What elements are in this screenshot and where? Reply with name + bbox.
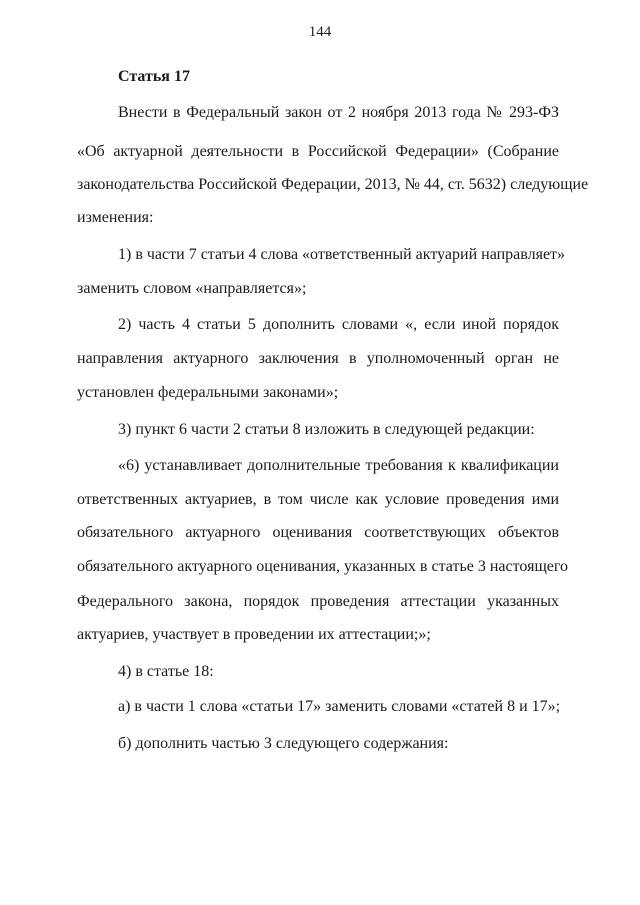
quote-line: ответственных актуариев, в том числе как условие проведения ими — [77, 491, 559, 508]
item-1-line: 1) в части 7 статьи 4 слова «ответственный актуарий направляет» — [118, 246, 566, 263]
article-title: Статья 17 — [118, 68, 190, 85]
quote-line: обязательного актуарного оценивания соответствующих объектов — [77, 524, 559, 541]
paragraph-line: законодательства Российской Федерации, 2013, № 44, ст. 5632) следующие — [77, 176, 589, 193]
quote-line: «6) устанавливает дополнительные требования к квалификации — [118, 457, 559, 474]
item-2-line: 2) часть 4 статьи 5 дополнить словами «, если иной порядок — [118, 316, 559, 333]
quote-line: обязательного актуарного оценивания, указанных в статье 3 настоящего — [77, 558, 569, 575]
quote-line: Федерального закона, порядок проведения аттестации указанных — [77, 593, 559, 610]
item-4b-line: б) дополнить частью 3 следующего содержания: — [118, 735, 449, 752]
item-2-line: установлен федеральными законами»; — [77, 384, 339, 401]
paragraph-line: изменения: — [77, 209, 154, 226]
item-4a-line: а) в части 1 слова «статьи 17» заменить словами «статей 8 и 17»; — [118, 698, 561, 715]
paragraph-line: «Об актуарной деятельности в Российской Федерации» (Собрание — [77, 143, 559, 160]
page-number: 144 — [308, 24, 332, 40]
item-2-line: направления актуарного заключения в уполномоченный орган не — [77, 350, 559, 367]
item-1-line: заменить словом «направляется»; — [77, 280, 307, 297]
quote-line: актуариев, участвует в проведении их аттестации;»; — [77, 626, 431, 643]
item-3-line: 3) пункт 6 части 2 статьи 8 изложить в следующей редакции: — [118, 421, 535, 438]
item-4-line: 4) в статье 18: — [118, 663, 214, 680]
paragraph-line: Внести в Федеральный закон от 2 ноября 2013 года № 293-ФЗ — [118, 104, 559, 121]
